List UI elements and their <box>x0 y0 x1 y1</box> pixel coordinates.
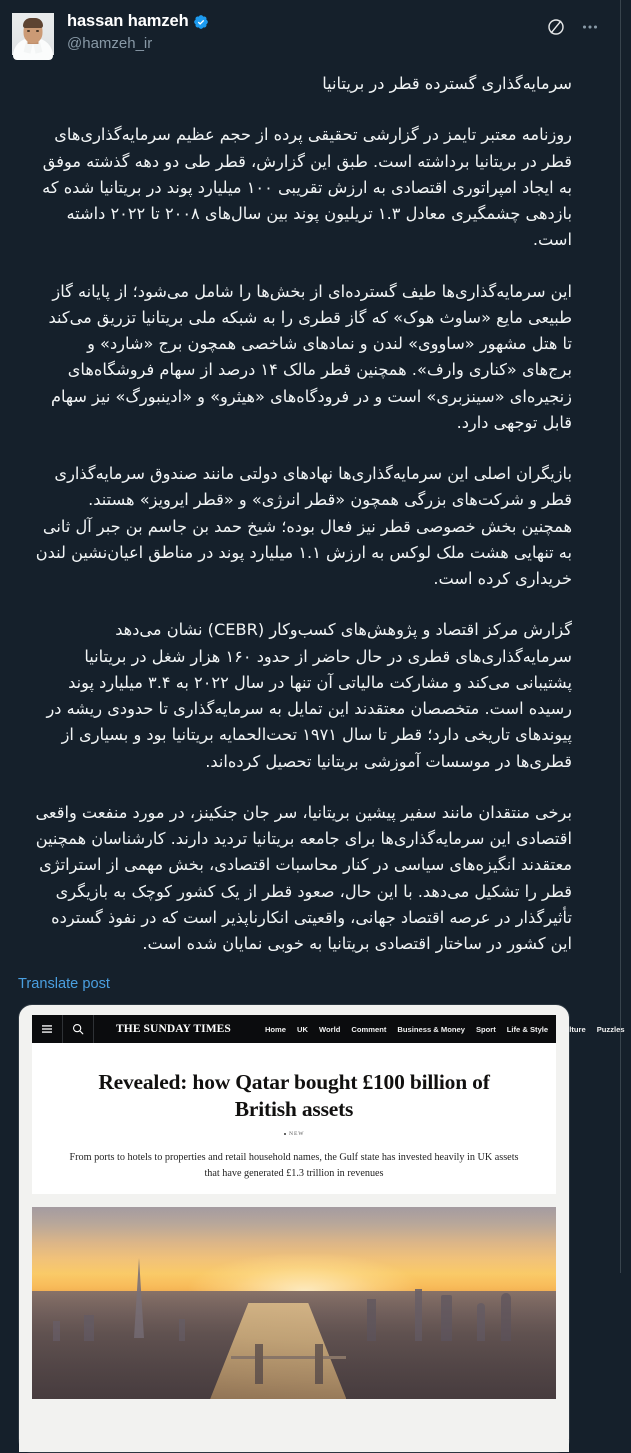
post-paragraph-4: گزارش مرکز اقتصاد و پژوهش‌های کسب‌وکار (CEBR) نشان می‌دهد سرمایه‌گذاری‌های قطری در حال حاضر از حدود ۱۶۰ هزار شغل در بریتانیا پشتیبانی می‌کند و مشارکت مالیاتی آن تنها در سال ۲۰۲۲ به ۳.۴ میلیارد پوند رسیده است. متخصصان معتقدند این تمایل به سرمایه‌گذاری تا حدودی ریشه در پیوندهای تاریخی دارد؛ قطر تا سال ۱۹۷۱ تحت‌الحمایه بریتانیا بود و بسیاری از قطری‌ها در موسسات آموزشی بریتانیا تحصیل کرده‌اند. <box>46 620 572 771</box>
nav-link-world[interactable]: World <box>319 1024 341 1034</box>
masthead-wordmark: THE SUNDAY TIMES <box>116 1023 231 1036</box>
grok-icon[interactable] <box>546 17 566 37</box>
article-standfirst: From ports to hotels to properties and retail household names, the Gulf state has invested heavily in UK assets that have generated £1.3 trillion in revenues <box>69 1151 519 1179</box>
display-name-row <box>67 12 546 32</box>
header-actions <box>546 12 606 37</box>
search-icon <box>72 1023 84 1035</box>
nav-link-sport[interactable]: Sport <box>475 1024 496 1034</box>
translate-post-link[interactable]: Translate post <box>18 976 110 993</box>
post-paragraph-2: این سرمایه‌گذاری‌ها طیف گسترده‌ای از بخش‌ها را شامل می‌شود؛ از پایانه گاز طبیعی مایع «ساوث هوک» که گاز قطری را به شبکه ملی بریتانیا تزریق می‌کند تا هتل مشهور «ساووی» لندن و نمادهای شاخصی همچون برج «شارد» و برج‌های «کناری وارف». همچنین قطر مالک ۱۴ درصد از سهام فروشگاه‌های زنجیره‌ای «سینزبری» است و در فرودگاه‌های «هیثرو» و «ادینبورگ» نیز سهام قابل توجهی دارد. <box>48 281 572 432</box>
right-scroll-rail[interactable] <box>620 0 631 1273</box>
card-bottom-edge <box>19 1440 569 1452</box>
translate-row <box>0 957 620 993</box>
account-name-block <box>54 12 546 53</box>
avatar-eye-right <box>36 30 39 32</box>
article-block <box>32 1043 556 1194</box>
hamburger-icon <box>41 1024 53 1034</box>
nav-link-home[interactable]: Home <box>264 1024 287 1034</box>
avatar[interactable] <box>12 13 54 55</box>
nav-link-lifestyle[interactable]: Life & Style <box>506 1024 549 1034</box>
post-title-line: سرمایه‌گذاری گسترده قطر در بریتانیا <box>322 74 572 93</box>
post-header <box>0 0 620 55</box>
more-options-icon[interactable] <box>580 17 600 37</box>
avatar-eye-left <box>27 30 30 32</box>
rail-divider <box>620 0 621 1273</box>
nav-link-comment[interactable]: Comment <box>351 1024 387 1034</box>
nav-link-puzzles[interactable]: Puzzles <box>596 1024 625 1034</box>
photo-atmosphere <box>32 1207 556 1399</box>
account-handle[interactable]: @hamzeh_ir <box>67 34 153 52</box>
nav-link-business[interactable]: Business & Money <box>397 1024 465 1034</box>
nav-link-culture[interactable]: Culture <box>559 1024 586 1034</box>
sunday-times-nav <box>32 1015 625 1043</box>
nav-links <box>253 1025 625 1034</box>
article-photo <box>32 1207 556 1399</box>
post-paragraph-3: بازیگران اصلی این سرمایه‌گذاری‌ها نهادهای دولتی مانند صندوق سرمایه‌گذاری قطر و شرکت‌های بزرگی همچون «قطر انرژی» و «قطر ایرویز» هستند. همچنین بخش خصوصی قطر نیز فعال بوده؛ شیخ حمد بن جاسم بن جبر آل ثانی به تنهایی هشت ملک لوکس به ارزش ۱.۱ میلیارد پوند در مناطق اعیان‌نشین لندن خریداری کرده است. <box>35 464 572 589</box>
nav-masthead[interactable] <box>94 1015 253 1043</box>
avatar-hair <box>23 18 43 28</box>
nav-menu-button[interactable] <box>32 1015 63 1043</box>
verified-badge-icon <box>193 14 209 30</box>
new-flag-label: NEW <box>289 1130 305 1137</box>
post-text <box>0 55 620 957</box>
new-flag-dot <box>284 1133 287 1136</box>
article-new-flag <box>66 1131 522 1137</box>
nav-link-uk[interactable]: UK <box>297 1024 309 1034</box>
article-headline: Revealed: how Qatar bought £100 billion of British assets <box>98 1070 490 1121</box>
account-display-name[interactable]: hassan hamzeh <box>67 12 189 30</box>
post-paragraph-5: برخی منتقدان مانند سفیر پیشین بریتانیا، سر جان جنکینز، در مورد منفعت واقعی اقتصادی این سرمایه‌گذاری‌ها برای جامعه بریتانیا تردید دارند. کارشناسان همچنین معتقدند انگیزه‌های سیاسی در کنار محاسبات اقتصادی، بخش مهمی از استراتژی قطر را تشکیل می‌دهد. با این حال، صعود قطر از یک کشور کوچک به بازیگری تأثیرگذار در عرصه اقتصاد جهانی، واقعیتی انکارناپذیر است که در نفوذ گسترده این کشور در ساختار اقتصادی بریتانیا به خوبی نمایان شده است. <box>35 802 572 954</box>
post-paragraph-1: روزنامه معتبر تایمز در گزارشی تحقیقی پرده از حجم عظیم سرمایه‌گذاری‌های قطر در بریتانیا برداشته است. طبق این گزارش، قطر طی دو دهه گذشته موفق به ایجاد امپراتوری اقتصادی به ارزش تقریبی ۱۰۰ میلیارد پوند در بریتانیا شده که بازدهی چشمگیری معادل ۱.۳ تریلیون پوند بین سال‌های ۲۰۰۸ تا ۲۰۲۲ داشته است. <box>42 125 572 250</box>
nav-search-button[interactable] <box>63 1015 94 1043</box>
media-card[interactable] <box>18 1004 625 1453</box>
